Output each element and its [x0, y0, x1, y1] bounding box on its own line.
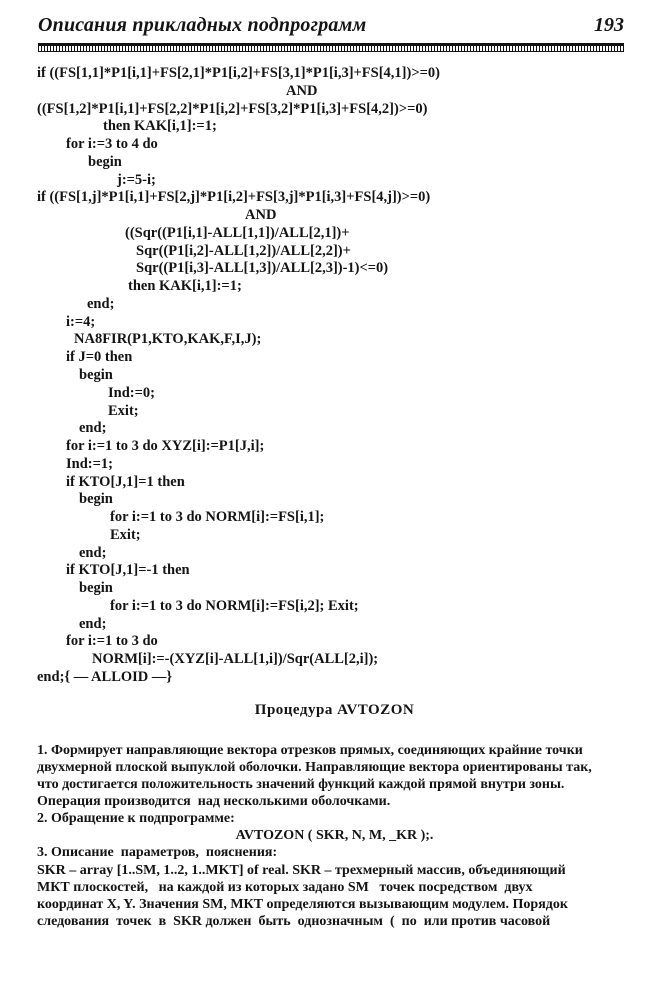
text-line: двухмерной плоской выпуклой оболочки. Направляющие вектора ориентированы так, — [37, 760, 592, 775]
code-line: NA8FIR(P1,KTO,KAK,F,I,J); — [74, 331, 262, 347]
code-line: AND — [286, 83, 318, 99]
code-line: if KTO[J,1]=1 then — [66, 474, 185, 490]
code-line: if ((FS[1,j]*P1[i,1]+FS[2,j]*P1[i,2]+FS[3,j]*P1[i,3]+FS[4,j])>=0) — [37, 189, 431, 205]
code-line: Ind:=0; — [108, 385, 155, 401]
section-title: Процедура AVTOZON — [254, 702, 415, 718]
text-line: 3. Описание параметров, пояснения: — [37, 845, 278, 860]
code-line: begin — [88, 154, 122, 170]
code-line: end; — [87, 296, 115, 312]
running-header — [38, 14, 624, 40]
code-line: for i:=1 to 3 do NORM[i]:=FS[i,1]; — [110, 509, 325, 525]
code-line: then KAK[i,1]:=1; — [128, 278, 242, 294]
code-line: ((Sqr((P1[i,1]-ALL[1,1])/ALL[2,1])+ — [125, 225, 350, 241]
text-line: что достигается положительность значений функций каждой прямой внутри зоны. — [37, 777, 565, 792]
code-line: i:=4; — [66, 314, 96, 330]
text-line: координат X, Y. Значения SM, МКТ определяются вызывающим модулем. Порядок — [37, 897, 568, 912]
code-line: ((FS[1,2]*P1[i,1]+FS[2,2]*P1[i,2]+FS[3,2]*P1[i,3]+FS[4,2])>=0) — [37, 101, 428, 117]
code-line: for i:=3 to 4 do — [66, 136, 158, 152]
code-line: end; — [79, 545, 107, 561]
code-line: j:=5-i; — [117, 172, 156, 188]
text-line: 2. Обращение к подпрограмме: — [37, 811, 235, 826]
code-line: Exit; — [110, 527, 141, 543]
code-line: begin — [79, 580, 113, 596]
code-line: Sqr((P1[i,3]-ALL[1,3])/ALL[2,3])-1)<=0) — [136, 260, 389, 276]
code-line: then KAK[i,1]:=1; — [103, 118, 217, 134]
code-line: if KTO[J,1]=-1 then — [66, 562, 190, 578]
text-line: следования точек в SKR должен быть однозначным ( по или против часовой — [37, 914, 551, 929]
code-line: if J=0 then — [66, 349, 133, 365]
code-line: end; — [79, 420, 107, 436]
code-line: Exit; — [108, 403, 139, 419]
code-line: for i:=1 to 3 do — [66, 633, 158, 649]
code-line: if ((FS[1,1]*P1[i,1]+FS[2,1]*P1[i,2]+FS[3,1]*P1[i,3]+FS[4,1])>=0) — [37, 65, 440, 81]
text-line: SKR – array [1..SM, 1..2, 1..MKT] of real. SKR – трехмерный массив, объединяющий — [37, 863, 566, 878]
code-line: begin — [79, 491, 113, 507]
code-line: Sqr((P1[i,2]-ALL[1,2])/ALL[2,2])+ — [136, 243, 351, 259]
code-line: for i:=1 to 3 do XYZ[i]:=P1[J,i]; — [66, 438, 265, 454]
code-line: for i:=1 to 3 do NORM[i]:=FS[i,2]; Exit; — [110, 598, 359, 614]
page-number: 193 — [594, 14, 624, 36]
code-line: NORM[i]:=-(XYZ[i]-ALL[1,i])/Sqr(ALL[2,i]); — [92, 651, 379, 667]
text-line: Операция производится над несколькими оболочками. — [37, 794, 391, 809]
code-line: begin — [79, 367, 113, 383]
code-line: end;{ — ALLOID —} — [37, 669, 173, 685]
text-line: МКТ плоскостей, на каждой из которых задано SM точек посредством двух — [37, 880, 533, 895]
text-line: 1. Формирует направляющие вектора отрезков прямых, соединяющих крайние точки — [37, 743, 583, 758]
code-line: Ind:=1; — [66, 456, 113, 472]
code-line: end; — [79, 616, 107, 632]
header-title: Описания прикладных подпрограмм — [38, 14, 367, 36]
header-rule — [38, 43, 624, 52]
code-line: AND — [245, 207, 277, 223]
call-syntax: AVTOZON ( SKR, N, M, _KR );. — [235, 828, 434, 843]
